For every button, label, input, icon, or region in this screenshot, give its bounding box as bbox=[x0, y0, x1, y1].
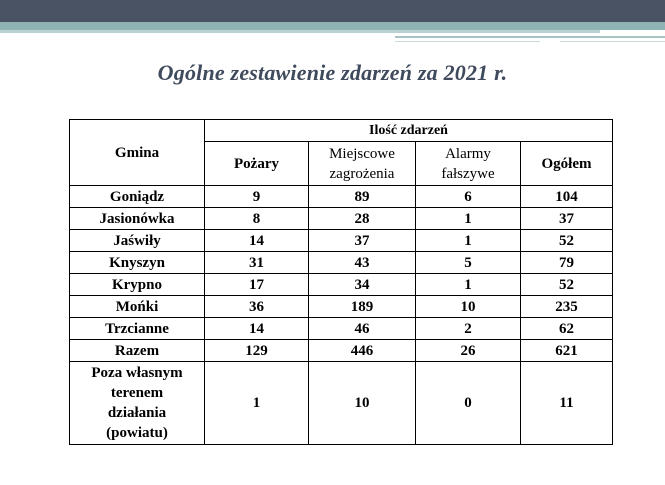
cell-total: 11 bbox=[521, 362, 613, 445]
cell-false-alarms: 5 bbox=[416, 252, 521, 274]
row-name: Mońki bbox=[70, 296, 205, 318]
cell-fires: 14 bbox=[205, 318, 309, 340]
cell-fires: 9 bbox=[205, 186, 309, 208]
cell-fires: 17 bbox=[205, 274, 309, 296]
cell-total: 104 bbox=[521, 186, 613, 208]
incidents-table bbox=[69, 119, 613, 445]
cell-fires: 8 bbox=[205, 208, 309, 230]
row-name: Jasionówka bbox=[70, 208, 205, 230]
header-col-total: Ogółem bbox=[521, 142, 613, 186]
cell-fires: 31 bbox=[205, 252, 309, 274]
table-row bbox=[70, 208, 613, 230]
cell-local-threats: 10 bbox=[309, 362, 416, 445]
slide-title: Ogólne zestawienie zdarzeń za 2021 r. bbox=[157, 60, 508, 85]
cell-false-alarms: 0 bbox=[416, 362, 521, 445]
header-band bbox=[0, 0, 665, 22]
decorative-line bbox=[395, 36, 665, 38]
table-row-outside bbox=[70, 362, 613, 445]
cell-false-alarms: 6 bbox=[416, 186, 521, 208]
cell-local-threats: 189 bbox=[309, 296, 416, 318]
row-name: Knyszyn bbox=[70, 252, 205, 274]
cell-local-threats: 46 bbox=[309, 318, 416, 340]
row-name: Krypno bbox=[70, 274, 205, 296]
cell-false-alarms: 1 bbox=[416, 208, 521, 230]
header-stripe bbox=[0, 22, 665, 30]
header-stripe-thin bbox=[0, 30, 600, 33]
table-row bbox=[70, 252, 613, 274]
cell-total: 621 bbox=[521, 340, 613, 362]
cell-total: 235 bbox=[521, 296, 613, 318]
cell-fires: 14 bbox=[205, 230, 309, 252]
cell-fires: 1 bbox=[205, 362, 309, 445]
header-col-fires: Pożary bbox=[205, 142, 309, 186]
cell-total: 37 bbox=[521, 208, 613, 230]
cell-total: 52 bbox=[521, 274, 613, 296]
cell-fires: 129 bbox=[205, 340, 309, 362]
table-row bbox=[70, 296, 613, 318]
cell-total: 62 bbox=[521, 318, 613, 340]
cell-local-threats: 89 bbox=[309, 186, 416, 208]
cell-local-threats: 28 bbox=[309, 208, 416, 230]
table-row bbox=[70, 186, 613, 208]
table-row bbox=[70, 230, 613, 252]
cell-local-threats: 43 bbox=[309, 252, 416, 274]
cell-false-alarms: 2 bbox=[416, 318, 521, 340]
cell-local-threats: 34 bbox=[309, 274, 416, 296]
cell-local-threats: 446 bbox=[309, 340, 416, 362]
header-gmina: Gmina bbox=[70, 120, 205, 186]
cell-fires: 36 bbox=[205, 296, 309, 318]
header-col-false-alarms: Alarmy fałszywe bbox=[416, 142, 521, 186]
row-name: Goniądz bbox=[70, 186, 205, 208]
cell-total: 79 bbox=[521, 252, 613, 274]
decorative-line bbox=[560, 41, 665, 42]
decorative-line bbox=[395, 41, 540, 42]
row-name: Trzcianne bbox=[70, 318, 205, 340]
cell-local-threats: 37 bbox=[309, 230, 416, 252]
row-name: Poza własnym terenem działania (powiatu) bbox=[70, 362, 205, 445]
header-col-local-threats: Miejscowe zagrożenia bbox=[309, 142, 416, 186]
cell-false-alarms: 26 bbox=[416, 340, 521, 362]
table-row-total bbox=[70, 340, 613, 362]
cell-false-alarms: 10 bbox=[416, 296, 521, 318]
header-group: Ilość zdarzeń bbox=[205, 120, 613, 142]
cell-total: 52 bbox=[521, 230, 613, 252]
table-row bbox=[70, 274, 613, 296]
table-row bbox=[70, 318, 613, 340]
row-name: Razem bbox=[70, 340, 205, 362]
cell-false-alarms: 1 bbox=[416, 230, 521, 252]
row-name: Jaświły bbox=[70, 230, 205, 252]
cell-false-alarms: 1 bbox=[416, 274, 521, 296]
